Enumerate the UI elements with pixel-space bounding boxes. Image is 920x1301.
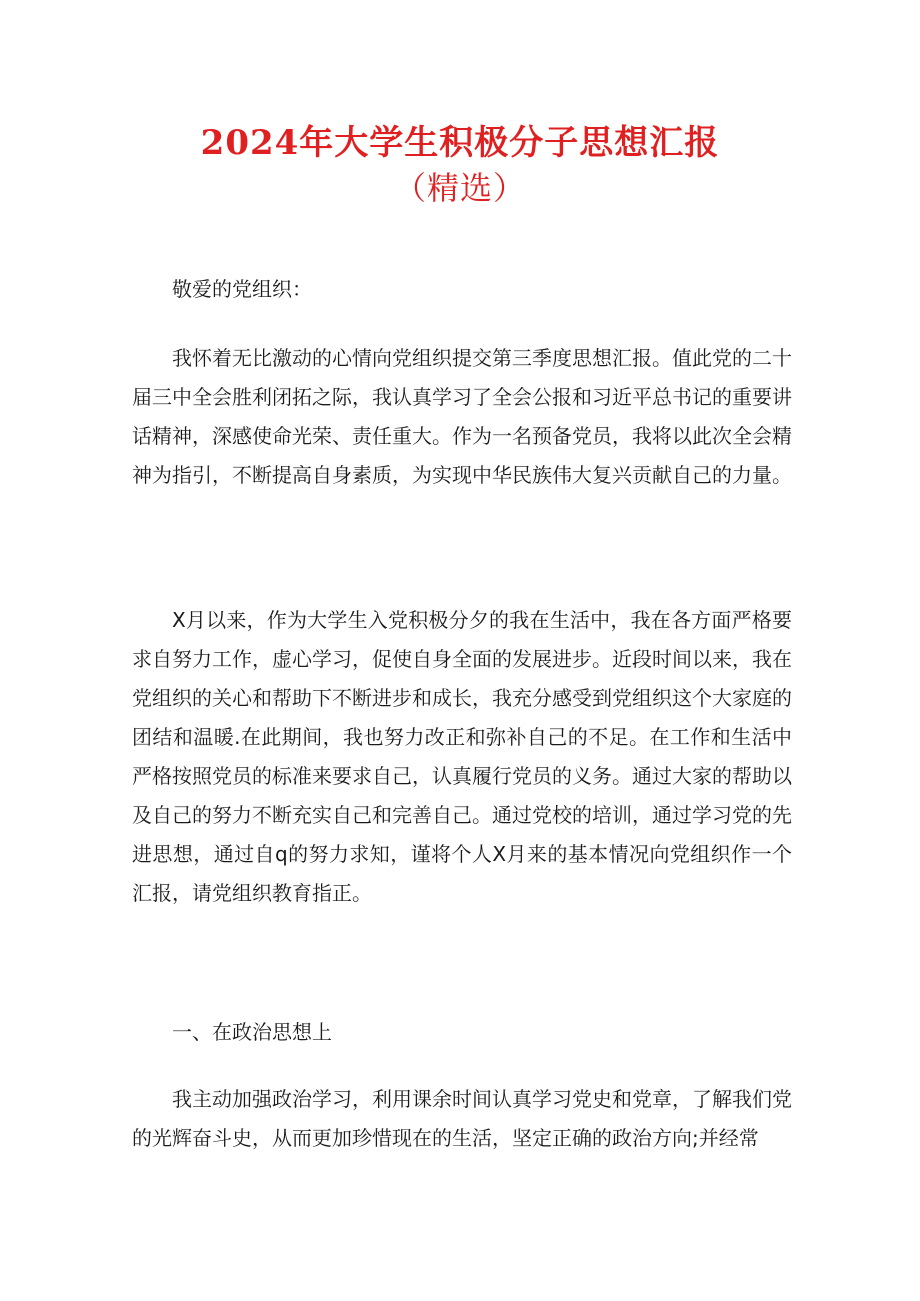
section-heading-political: 一、在政治思想上: [172, 1020, 332, 1044]
paragraph-1: 我怀着无比激动的心情向党组织提交第三季度思想汇报。值此党的二十届三中全会胜利闭拓之际，我认真学习了全会公报和习近平总书记的重要讲话精神，深感使命光荣、责任重大。作为一名预备党员，我将以此次全会精神为指引，不断提高自身素质，为实现中华民族伟大复兴贡献自己的力量。: [132, 346, 792, 487]
paragraph-2: X月以来，作为大学生入党积极分夕的我在生活中，我在各方面严格要求自努力工作，虚心学习，促使自身全面的发展进步。近段时间以来，我在党组织的关心和帮助下不断进步和成长，我充分感受到党组织这个大家庭的团结和温暖.在此期间，我也努力改正和弥补自己的不足。在工作和生活中严格按照党员的标准来要求自己，认真履行党员的义务。通过大家的帮助以及自己的努力不断充实自己和完善自己。通过党校的培训，通过学习党的先进思想，通过自q的努力求知，谨将个人X月来的基本情况向党组织作一个汇报，请党组织教育指正。: [132, 608, 792, 905]
salutation: 敬爱的党组织：: [172, 277, 312, 301]
paragraph-3: 我主动加强政治学习，利用课余时间认真学习党史和党章，了解我们党的光辉奋斗史，从而更加珍惜现在的生活，坚定正确的政治方向;并经常: [132, 1087, 792, 1150]
document-subtitle: （精选）: [393, 169, 526, 207]
document-title: 2024年大学生积极分子思想汇报: [200, 123, 720, 163]
